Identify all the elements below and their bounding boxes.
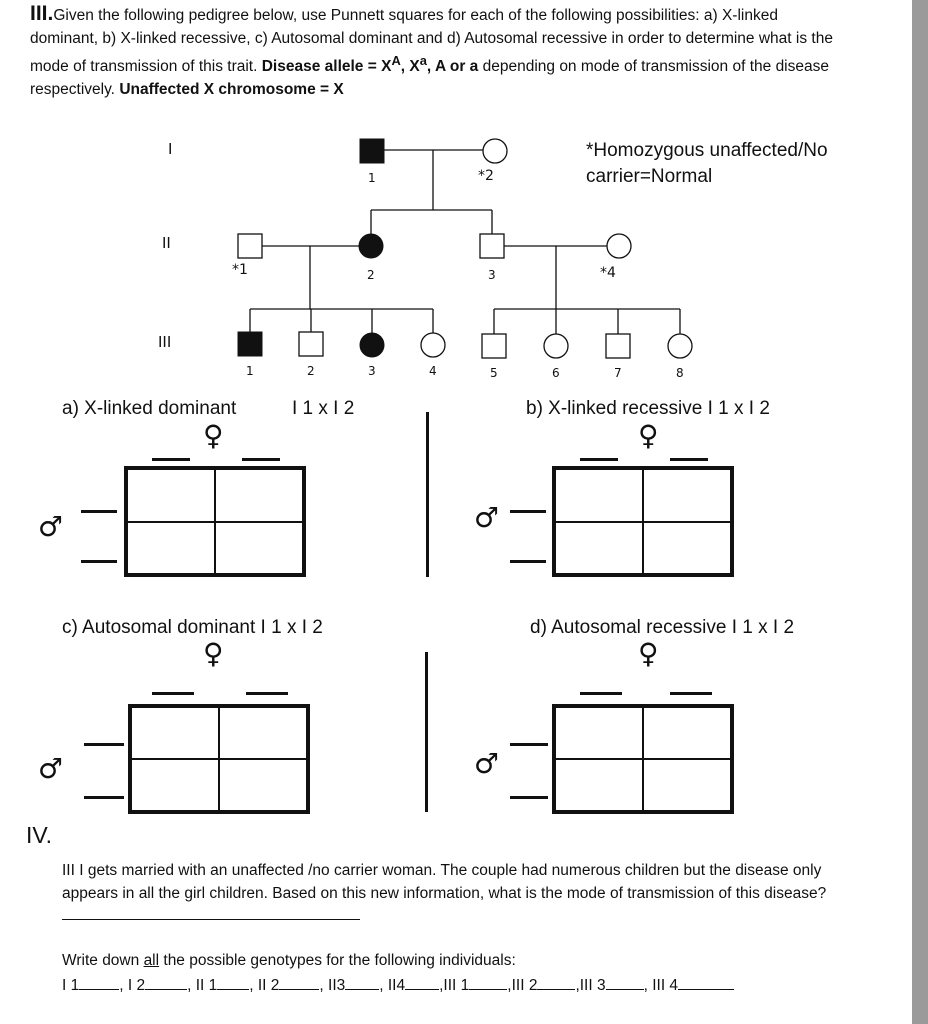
- gen-label-1: I: [168, 140, 173, 158]
- male-allele-blank-2: [510, 560, 546, 563]
- female-allele-blank-2: [670, 458, 708, 461]
- question-4-number: IV.: [26, 822, 53, 848]
- male-allele-blank-2: [510, 796, 548, 799]
- gen2-female-4: [607, 234, 631, 258]
- label-gen2-2: 2: [367, 268, 375, 282]
- punnett-c-title: c) Autosomal dominant I 1 x I 2: [62, 617, 323, 638]
- punnett-a-grid: [124, 466, 306, 577]
- male-symbol-icon: ♂: [38, 752, 64, 785]
- punnett-b-grid: [552, 466, 734, 577]
- gen1-female-unaffected: [483, 139, 507, 163]
- label-gen3-1: 1: [246, 364, 254, 378]
- male-symbol-icon: ♂: [474, 501, 500, 534]
- question-3-text: III.Given the following pedigree below, use Punnett squares for each of the following possibilities: a) X-linked dominant, b) X-linked recessive, c) Autosomal dominant and d) Autosomal recessive in order to determine what is the mode of transmission of this trait. Disease allele = $X^A$, $X^a$, A or a depending on mode of transmission of the disease respectively. Unaffected X chromosome = X: [30, 2, 833, 98]
- label-gen3-8: 8: [676, 366, 684, 380]
- gen2-male-1: [238, 234, 262, 258]
- answer-blank-i1[interactable]: [79, 975, 119, 990]
- gen3-3-female-affected: [360, 333, 384, 357]
- female-allele-blank-2: [242, 458, 280, 461]
- female-allele-blank-1: [152, 458, 190, 461]
- gen3-8-female: [668, 334, 692, 358]
- answer-blank-ii1[interactable]: [217, 975, 249, 990]
- gen3-2-male: [299, 332, 323, 356]
- question-3-number: III.: [30, 2, 54, 25]
- punnett-d-grid: [552, 704, 734, 814]
- label-gen3-4: 4: [429, 364, 437, 378]
- vertical-divider-top: [426, 412, 429, 577]
- gen3-7-male: [606, 334, 630, 358]
- female-allele-blank-1: [152, 692, 194, 695]
- punnett-a-cross: I 1 x I 2: [292, 398, 355, 419]
- female-symbol-icon: ♀: [638, 637, 659, 670]
- gen2-male-3: [480, 234, 504, 258]
- male-symbol-icon: ♂: [38, 510, 64, 543]
- label-gen3-7: 7: [614, 366, 622, 380]
- male-allele-blank-2: [81, 560, 117, 563]
- label-gen2-3: 3: [488, 268, 496, 282]
- male-allele-blank-1: [84, 743, 124, 746]
- question-4-text: III I gets married with an unaffected /no carrier woman. The couple had numerous children but the disease only appears in all the girl children. Based on this new information, what is the mode of transmission of this disease?: [62, 860, 862, 928]
- punnett-b-title: b) X-linked recessive I 1 x I 2: [526, 398, 770, 419]
- label-gen2-4: *4: [600, 265, 616, 281]
- female-allele-blank-2: [670, 692, 712, 695]
- gen3-4-female: [421, 333, 445, 357]
- label-gen3-6: 6: [552, 366, 560, 380]
- pedigree-chart: [0, 0, 928, 400]
- male-allele-blank-1: [81, 510, 117, 513]
- label-gen2-1: *1: [232, 262, 248, 278]
- gen3-6-female: [544, 334, 568, 358]
- answer-blank-mode[interactable]: [62, 905, 360, 920]
- female-symbol-icon: ♀: [203, 419, 224, 452]
- pedigree-note: *Homozygous unaffected/No carrier=Normal: [586, 140, 828, 187]
- female-allele-blank-1: [580, 458, 618, 461]
- genotype-instructions: Write down all the possible genotypes for the following individuals:: [62, 952, 516, 969]
- gen3-1-male-affected: [238, 332, 262, 356]
- gen-label-2: II: [162, 234, 171, 252]
- answer-blank-ii3[interactable]: [345, 975, 379, 990]
- answer-blank-iii1[interactable]: [469, 975, 507, 990]
- label-gen3-5: 5: [490, 366, 498, 380]
- punnett-c-grid: [128, 704, 310, 814]
- label-gen1-1: 1: [368, 171, 376, 185]
- gen-label-3: III: [158, 333, 172, 351]
- vertical-divider-bottom: [425, 652, 428, 812]
- answer-blank-ii4[interactable]: [405, 975, 439, 990]
- female-symbol-icon: ♀: [638, 419, 659, 452]
- male-symbol-icon: ♂: [474, 747, 500, 780]
- label-gen3-2: 2: [307, 364, 315, 378]
- punnett-d-title: d) Autosomal recessive I 1 x I 2: [530, 617, 795, 638]
- female-allele-blank-2: [246, 692, 288, 695]
- male-allele-blank-1: [510, 743, 548, 746]
- male-allele-blank-1: [510, 510, 546, 513]
- answer-blank-iii4[interactable]: [678, 975, 734, 990]
- answer-blank-iii2[interactable]: [537, 975, 575, 990]
- answer-blank-ii2[interactable]: [279, 975, 319, 990]
- label-gen3-3: 3: [368, 364, 376, 378]
- answer-blank-i2[interactable]: [145, 975, 187, 990]
- female-allele-blank-1: [580, 692, 622, 695]
- punnett-a-title: a) X-linked dominant: [62, 398, 237, 419]
- label-gen1-2: *2: [478, 168, 494, 184]
- female-symbol-icon: ♀: [203, 637, 224, 670]
- answer-blank-iii3[interactable]: [606, 975, 644, 990]
- gen2-female-2-affected: [359, 234, 383, 258]
- gen1-male-affected: [360, 139, 384, 163]
- gen3-5-male: [482, 334, 506, 358]
- male-allele-blank-2: [84, 796, 124, 799]
- genotype-answer-row: I 1 , I 2 , II 1 , II 2 , II3 , II4 ,III 1 ,III 2 ,III 3 , III 4: [62, 975, 734, 995]
